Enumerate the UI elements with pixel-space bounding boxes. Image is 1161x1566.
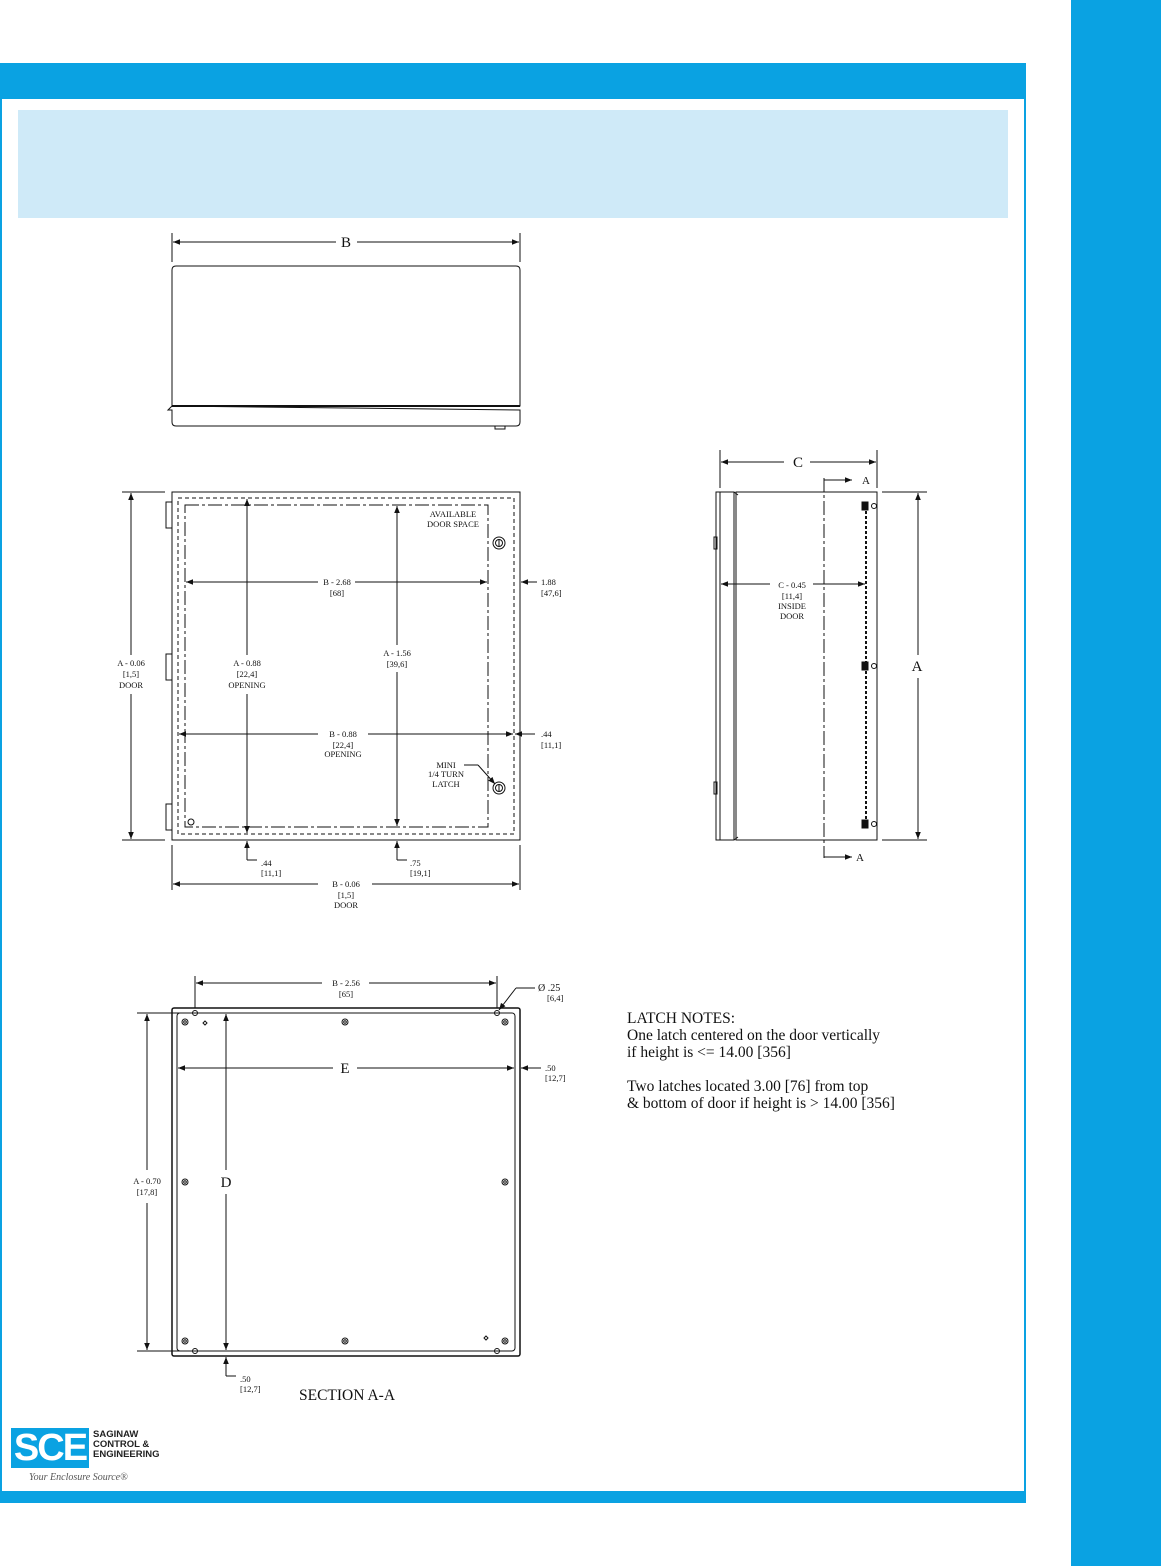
dim-188: 1.88	[541, 577, 556, 587]
dim-050-right-mm: [12,7]	[545, 1073, 566, 1083]
dim-a156: A - 1.56	[383, 648, 411, 658]
side-latch-middle-icon	[862, 662, 877, 670]
dim-a156-mm: [39,6]	[386, 659, 408, 669]
side-latch-top-icon	[862, 502, 877, 510]
latch-notes	[627, 1010, 895, 1112]
door-space-label-1: AVAILABLE	[429, 509, 477, 519]
latch-note-spacer	[627, 1061, 895, 1078]
dim-b088-opening: OPENING	[324, 749, 362, 759]
section-marker-bottom: A	[856, 852, 864, 864]
latch-label-3: LATCH	[432, 779, 460, 789]
latch-note-line: Two latches located 3.00 [76] from top	[627, 1078, 869, 1095]
dim-c045-door: DOOR	[779, 611, 805, 621]
dim-a088: A - 0.88	[233, 658, 261, 668]
top-view	[168, 233, 520, 429]
dim-075: .75	[410, 858, 421, 868]
section-view	[137, 976, 541, 1376]
section-height-label: D	[220, 1175, 232, 1191]
dim-b006-door: DOOR	[333, 900, 359, 910]
dim-hole-mm: [6,4]	[547, 993, 564, 1003]
dim-a088-mm: [22,4]	[236, 669, 258, 679]
dim-044-bottom-mm: [11,1]	[261, 868, 282, 878]
side-depth-label: C	[792, 455, 804, 471]
dim-a070-mm: [17,8]	[136, 1187, 158, 1197]
dim-a006-door: DOOR	[118, 680, 144, 690]
latch-top-icon	[493, 537, 505, 549]
dim-b088-mm: [22,4]	[332, 740, 354, 750]
dim-c045-inside: INSIDE	[778, 601, 806, 611]
dim-050-bottom: .50	[240, 1374, 251, 1384]
side-latch-bottom-icon	[862, 820, 877, 828]
dim-050-right: .50	[545, 1063, 556, 1073]
dim-a070: A - 0.70	[133, 1176, 161, 1186]
logo-company-name	[93, 1430, 160, 1460]
latch-notes-heading: LATCH NOTES:	[627, 1010, 736, 1027]
dim-b256-mm: [65]	[338, 989, 354, 999]
side-height-label: A	[911, 659, 923, 675]
side-view	[714, 450, 927, 858]
logo-name-line: SAGINAW	[93, 1429, 139, 1440]
dim-188-mm: [47,6]	[541, 588, 562, 598]
dim-b256: B - 2.56	[332, 978, 360, 988]
latch-label-1: MINI	[436, 760, 456, 770]
dim-050-bottom-mm: [12,7]	[240, 1384, 261, 1394]
latch-note-line: One latch centered on the door vertically	[627, 1027, 881, 1044]
door-space-label-2: DOOR SPACE	[427, 519, 479, 529]
top-width-label: B	[340, 235, 352, 251]
dim-c045: C - 0.45	[778, 580, 806, 590]
dim-a088-opening: OPENING	[228, 680, 266, 690]
logo-tagline: Your Enclosure Source®	[29, 1472, 128, 1483]
dim-a006: A - 0.06	[117, 658, 145, 668]
dim-b268-mm: [68]	[329, 588, 345, 598]
dim-hole: Ø .25	[538, 983, 561, 994]
logo-mark: SCE	[11, 1428, 89, 1468]
dim-b088: B - 0.88	[329, 729, 357, 739]
latch-bottom-icon	[493, 782, 505, 794]
front-view	[122, 492, 537, 890]
latch-note-line: if height is <= 14.00 [356]	[627, 1044, 791, 1061]
latch-label-2: 1/4 TURN	[428, 769, 464, 779]
dim-c045-mm: [11,4]	[781, 591, 803, 601]
dim-b268: B - 2.68	[323, 577, 351, 587]
dim-044-right: .44	[541, 729, 552, 739]
section-width-label: E	[340, 1061, 350, 1077]
latch-note-line: & bottom of door if height is > 14.00 [356]	[627, 1095, 895, 1112]
dim-044-bottom: .44	[261, 858, 272, 868]
dim-044-right-mm: [11,1]	[541, 740, 562, 750]
sce-logo	[11, 1428, 159, 1486]
dim-b006-mm: [1,5]	[337, 890, 355, 900]
dim-a006-mm: [1,5]	[122, 669, 140, 679]
logo-name-line: CONTROL &	[93, 1439, 150, 1450]
section-marker-top: A	[862, 475, 870, 487]
section-title: SECTION A-A	[299, 1387, 396, 1404]
logo-name-line: ENGINEERING	[93, 1449, 160, 1460]
dim-075-mm: [19,1]	[410, 868, 431, 878]
dim-b006: B - 0.06	[332, 879, 360, 889]
